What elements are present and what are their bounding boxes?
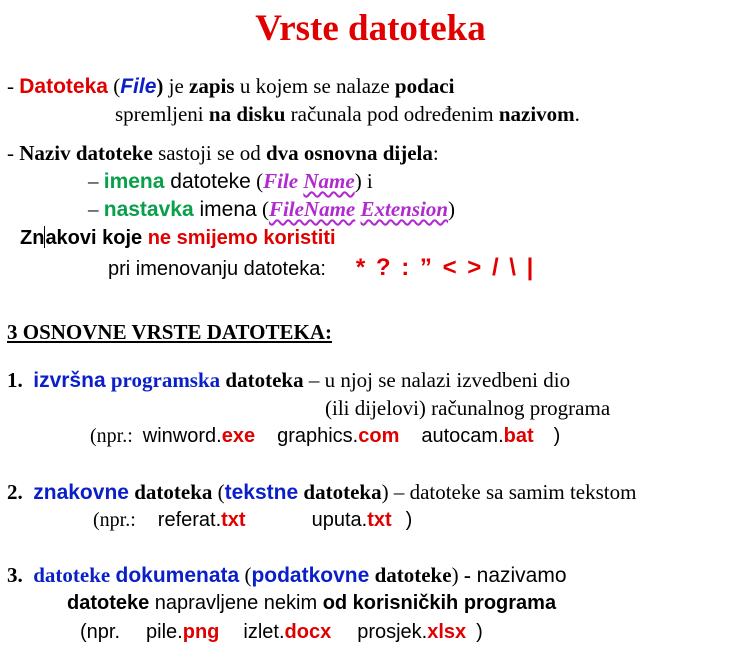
example-name: uputa. bbox=[311, 509, 368, 531]
example-name: pile. bbox=[146, 621, 183, 643]
page-title: Vrste datoteka bbox=[255, 8, 486, 49]
term-datoteka: datoteka bbox=[134, 480, 213, 504]
term-na-disku: na disku bbox=[208, 102, 286, 126]
item-1-line-1 bbox=[7, 370, 570, 391]
term-datoteka: Datoteka bbox=[19, 75, 108, 98]
text: – u njoj se nalazi izvedbeni dio bbox=[303, 368, 571, 392]
term-ne-smijemo: ne smijemo koristiti bbox=[147, 227, 336, 249]
text: ) bbox=[553, 425, 561, 447]
term-dva-dijela: dva osnovna dijela bbox=[265, 141, 433, 165]
term-podaci: podaci bbox=[394, 74, 455, 98]
term-tekstne: tekstne bbox=[224, 481, 299, 504]
term-zapis: zapis bbox=[189, 74, 235, 98]
example-extension: png bbox=[182, 621, 220, 643]
item-3-line-1 bbox=[7, 565, 567, 586]
example-name: winword. bbox=[142, 425, 222, 447]
example-name: prosjek. bbox=[357, 621, 428, 643]
example-name: autocam. bbox=[421, 425, 504, 447]
text: (npr.: bbox=[93, 509, 136, 531]
term-file: File bbox=[263, 169, 299, 193]
definition-line-1 bbox=[7, 76, 454, 97]
item-2-examples bbox=[93, 510, 412, 530]
list-number: 2. bbox=[7, 480, 23, 504]
term-name: Name bbox=[303, 169, 355, 193]
text: ) bbox=[405, 509, 413, 531]
term-datoteke: datoteke bbox=[33, 563, 111, 587]
item-1-examples bbox=[90, 426, 560, 446]
term-programska: programska bbox=[110, 368, 221, 392]
text: ) bbox=[448, 197, 456, 221]
list-number: 1. bbox=[7, 368, 23, 392]
paren: ( bbox=[256, 197, 269, 221]
text: datoteke bbox=[164, 170, 251, 193]
term-datoteka: datoteka bbox=[225, 368, 304, 392]
text: ) bbox=[476, 621, 483, 643]
term-datoteka: datoteka bbox=[303, 480, 382, 504]
paren: ( bbox=[212, 480, 225, 504]
example-name: graphics. bbox=[277, 425, 359, 447]
term-filename: FileName bbox=[268, 197, 356, 221]
term-file: File bbox=[120, 75, 157, 98]
example-extension: bat bbox=[503, 425, 534, 447]
section-heading: 3 OSNOVNE VRSTE DATOTEKA: bbox=[7, 320, 332, 344]
paren: ( bbox=[239, 563, 252, 587]
term-znakovne: znakovne bbox=[33, 481, 129, 504]
term-podatkovne: podatkovne bbox=[251, 564, 370, 587]
text: (npr.: bbox=[90, 425, 133, 447]
definition-line-2 bbox=[115, 104, 580, 125]
item-3-line-2 bbox=[67, 593, 556, 613]
dash: – bbox=[88, 197, 104, 221]
item-1-line-2: (ili dijelovi) računalnog programa bbox=[325, 396, 611, 420]
example-extension: txt bbox=[221, 509, 246, 531]
dash: - bbox=[7, 74, 20, 98]
text: spremljeni bbox=[115, 102, 209, 126]
example-extension: com bbox=[358, 425, 400, 447]
text: ) i bbox=[354, 169, 373, 193]
term-izvrsna: izvršna bbox=[33, 369, 106, 392]
example-extension: docx bbox=[284, 621, 332, 643]
text: je bbox=[163, 74, 190, 98]
text: Zn bbox=[20, 227, 45, 249]
text: akovi koje bbox=[45, 227, 148, 249]
text: ) bbox=[451, 563, 464, 587]
paren: ) bbox=[156, 74, 164, 98]
text: napravljene nekim bbox=[149, 592, 323, 614]
naziv-item-1 bbox=[88, 171, 373, 192]
example-extension: exe bbox=[221, 425, 256, 447]
dash: - bbox=[463, 563, 471, 587]
text: . bbox=[574, 102, 580, 126]
text: nazivamo bbox=[470, 564, 567, 587]
text: ) – datoteke sa samim tekstom bbox=[381, 480, 637, 504]
term-nastavka: nastavka bbox=[103, 198, 194, 221]
example-name: izlet. bbox=[243, 621, 285, 643]
term-datoteke: datoteke bbox=[67, 592, 150, 614]
term-nazivom: nazivom bbox=[498, 102, 575, 126]
paren: ( bbox=[107, 74, 121, 98]
dash: – bbox=[88, 169, 104, 193]
text: računala pod određenim bbox=[285, 102, 499, 126]
dash: - bbox=[7, 141, 20, 165]
text: sastoji se od bbox=[152, 141, 266, 165]
text: : bbox=[432, 141, 439, 165]
term-dokumenata: dokumenata bbox=[115, 564, 240, 587]
term-extension: Extension bbox=[360, 197, 449, 221]
forbidden-chars-line bbox=[108, 256, 535, 280]
text: imena bbox=[193, 198, 257, 221]
example-extension: txt bbox=[367, 509, 392, 531]
term-imena: imena bbox=[103, 170, 165, 193]
item-3-examples bbox=[80, 622, 483, 642]
example-name: referat. bbox=[157, 509, 222, 531]
text: u kojem se nalaze bbox=[234, 74, 395, 98]
item-2-line-1 bbox=[7, 482, 636, 503]
naziv-line bbox=[7, 143, 439, 164]
text: pri imenovanju datoteka: bbox=[108, 258, 326, 280]
term-datoteke: datoteke bbox=[374, 563, 452, 587]
example-extension: xlsx bbox=[427, 621, 467, 643]
paren: ( bbox=[250, 169, 264, 193]
forbidden-characters: * ? : ” < > / \ | bbox=[355, 254, 536, 281]
list-number: 3. bbox=[7, 563, 23, 587]
naziv-item-2 bbox=[88, 199, 455, 220]
term-naziv-datoteke: Naziv datoteke bbox=[19, 141, 153, 165]
term-korisnicki-programi: od korisničkih programa bbox=[322, 592, 557, 614]
text: (npr. bbox=[80, 621, 121, 643]
znakovi-line bbox=[20, 226, 336, 248]
